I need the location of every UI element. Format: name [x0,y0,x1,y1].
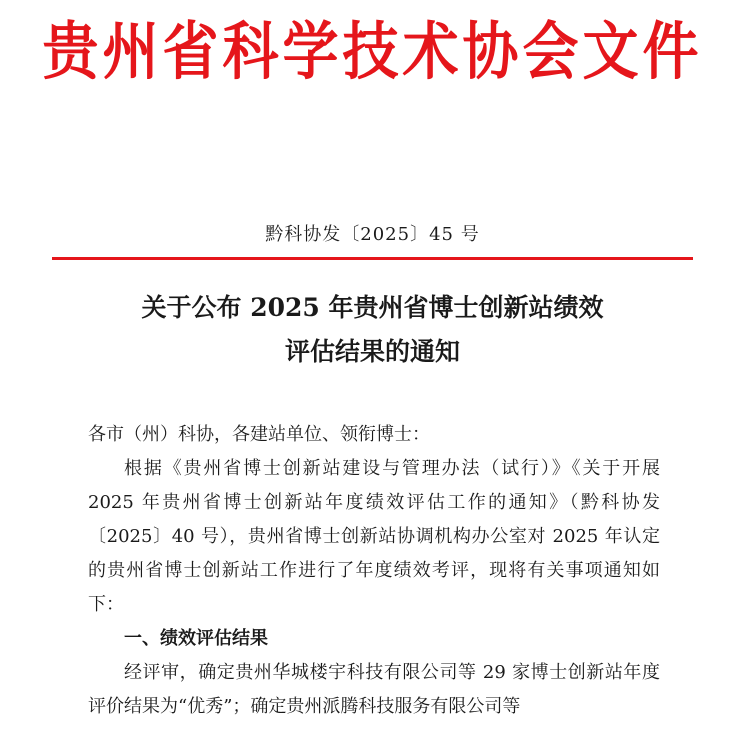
salutation: 各市（州）科协，各建站单位、领衔博士： [88,424,430,445]
red-divider-line [52,257,693,260]
notice-body [88,418,660,724]
notice-title-line-1: 关于公布 2025 年贵州省博士创新站绩效 [141,293,604,322]
section-heading-1: 一、绩效评估结果 [124,628,268,649]
notice-title [0,286,745,374]
org-masthead-title: 贵州省科学技术协会文件 [42,15,703,89]
document-number: 黔科协发〔2025〕45 号 [265,224,480,245]
body-paragraph-1: 根据《贵州省博士创新站建设与管理办法（试行）》《关于开展 2025 年贵州省博士创新站年度绩效评估工作的通知》（黔科协发〔2025〕40 号），贵州省博士创新站协调机构办公室对 2025 年认定的贵州省博士创新站工作进行了年度绩效考评，现将有关事项通知如下： [88,458,660,615]
notice-title-line-2: 评估结果的通知 [284,337,460,366]
body-paragraph-2: 经评审，确定贵州华城楼宇科技有限公司等 29 家博士创新站年度评价结果为“优秀”；确定贵州派腾科技服务有限公司等 [88,662,660,717]
